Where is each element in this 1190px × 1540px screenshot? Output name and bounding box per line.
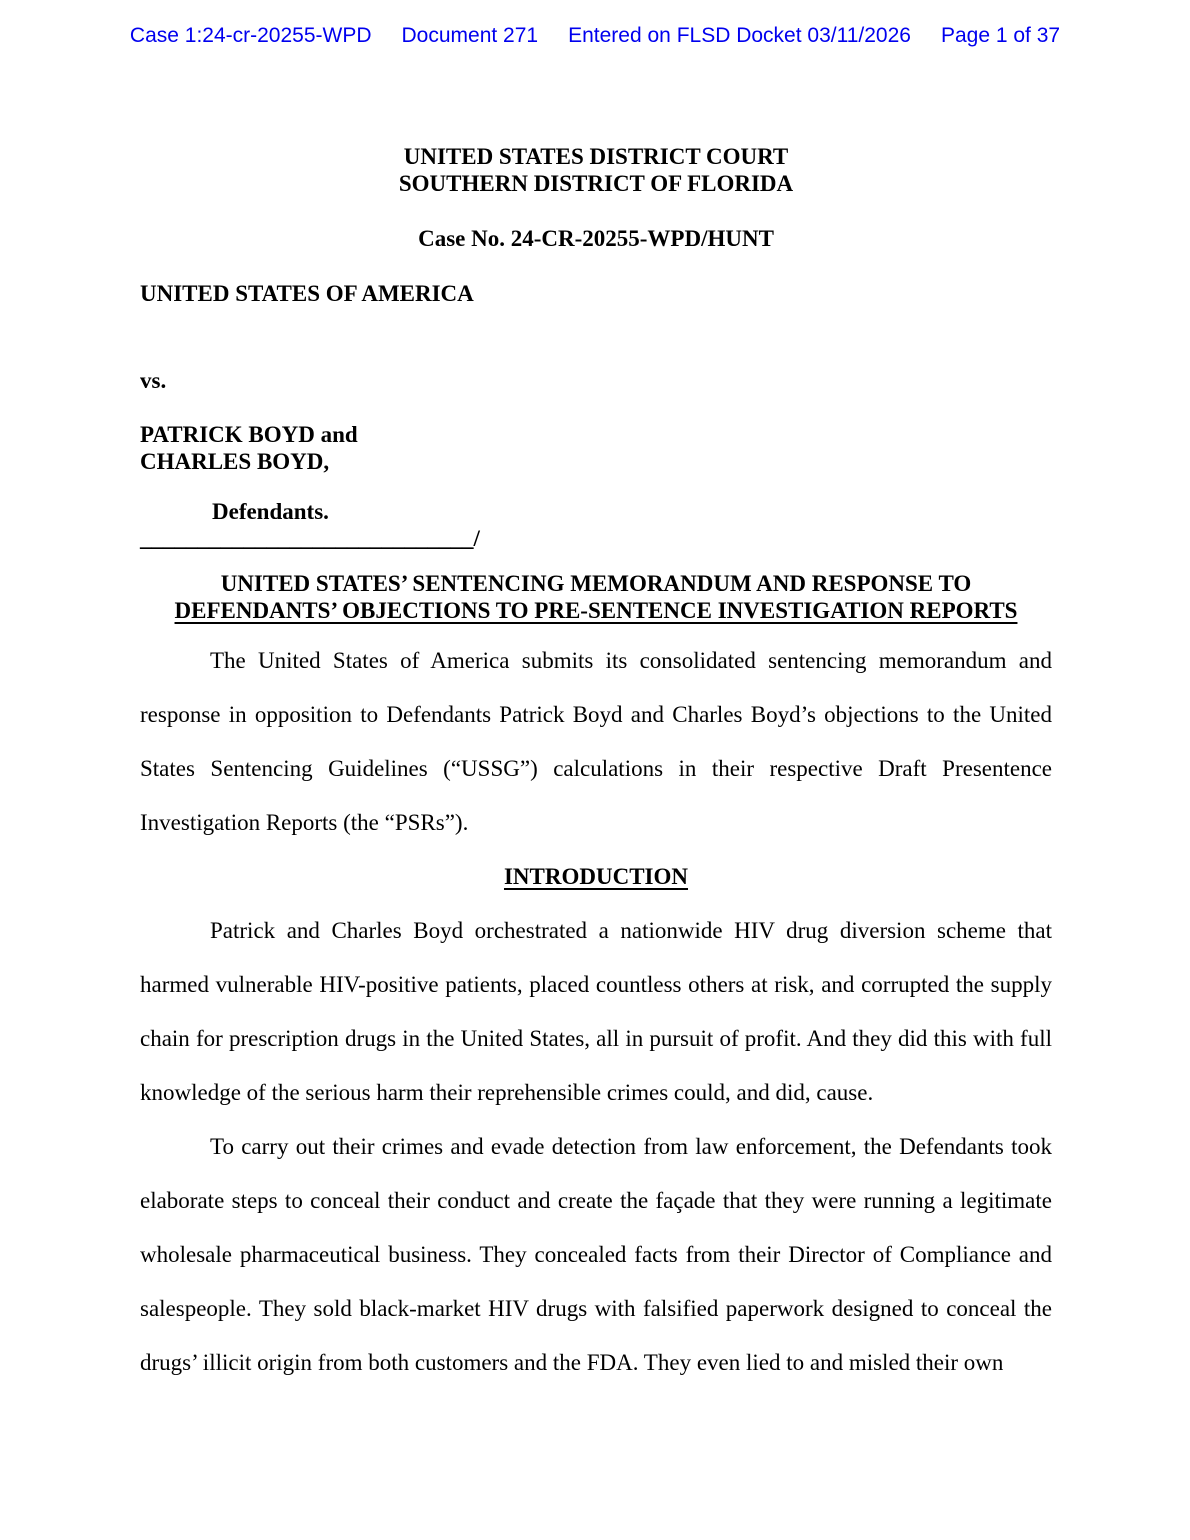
- ecf-case-number: Case 1:24-cr-20255-WPD: [129, 24, 372, 47]
- ecf-document-number: Document 271: [401, 24, 539, 47]
- versus-label: vs.: [140, 368, 167, 393]
- ecf-page-number: Page 1 of 37: [940, 24, 1061, 47]
- court-name-line2: SOUTHERN DISTRICT OF FLORIDA: [398, 171, 794, 196]
- caption-separator-line: _____________________________/: [140, 526, 480, 551]
- body-paragraph-3: To carry out their crimes and evade detection from law enforcement, the Defendants took elaborate steps to conceal their conduct and create the façade that they were running a legitimate wholesale pharmaceutical business. They concealed facts from their Director of Compliance and salespeople. They sold black-market HIV drugs with falsified paperwork designed to conceal the drugs’ illicit origin from both customers and the FDA. They even lied to and misled their own: [140, 1134, 1052, 1375]
- case-number: Case No. 24-CR-20255-WPD/HUNT: [418, 226, 774, 251]
- document-title-line1: UNITED STATES’ SENTENCING MEMORANDUM AND RESPONSE TO: [220, 571, 972, 596]
- plaintiff-name: UNITED STATES OF AMERICA: [140, 281, 474, 306]
- body-paragraph-1: The United States of America submits its consolidated sentencing memorandum and response in opposition to Defendants Patrick Boyd and Charles Boyd’s objections to the United States Sentencing Guidelines (“USSG”) calculations in their respective Draft Presentence Investigation Reports (the “PSRs”).: [140, 648, 1052, 835]
- case-caption: [140, 280, 1052, 552]
- ecf-header: [0, 24, 1190, 48]
- document-title: [140, 570, 1052, 624]
- court-heading: [140, 143, 1052, 197]
- document-body: [140, 634, 1052, 1390]
- court-name-line1: UNITED STATES DISTRICT COURT: [403, 144, 789, 169]
- defendant-name-line2: CHARLES BOYD,: [140, 449, 330, 474]
- ecf-docket-entry: Entered on FLSD Docket 03/11/2026: [568, 24, 911, 47]
- defendant-name-line1: PATRICK BOYD and: [140, 422, 358, 447]
- body-paragraph-2: Patrick and Charles Boyd orchestrated a nationwide HIV drug diversion scheme that harmed vulnerable HIV-positive patients, placed countless others at risk, and corrupted the supply chain for prescription drugs in the United States, all in pursuit of profit. And they did this with full knowledge of the serious harm their reprehensible crimes could, and did, cause.: [140, 918, 1052, 1105]
- introduction-heading: [140, 850, 1052, 904]
- introduction-heading-text: INTRODUCTION: [503, 864, 689, 889]
- document-title-line2: DEFENDANTS’ OBJECTIONS TO PRE-SENTENCE INVESTIGATION REPORTS: [174, 598, 1018, 623]
- defendants-label: Defendants.: [212, 499, 329, 524]
